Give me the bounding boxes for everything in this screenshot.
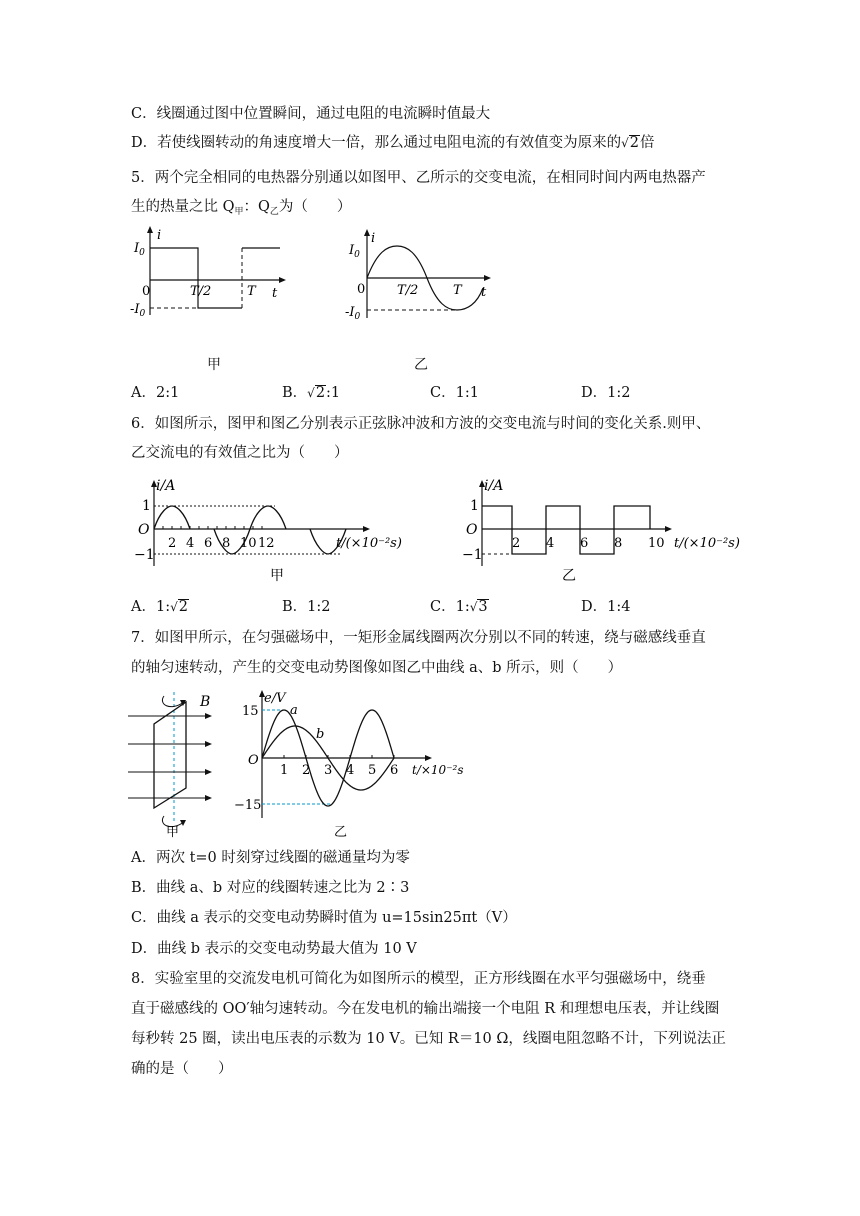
q6-option-d: D．1:4 [581,599,631,615]
q5a-t: t [272,286,278,301]
q6-figure-square [458,474,740,584]
q5b-y-arrow [364,229,370,236]
q5b-i-label: i [371,231,376,246]
q7-figure-coil [126,688,226,838]
q5b-zero: 0 [357,282,366,297]
q6a-xlabel: t/(×10⁻²s) [336,536,402,551]
q6-stem-line2: 乙交流电的有效值之比为（ ） [131,445,349,461]
q6b-ylabel: i/A [484,478,504,494]
prev-option-d-suffix: 倍 [640,135,655,151]
q6a-caption: 甲 [270,568,284,584]
prev-option-c: C．线圈通过图中位置瞬间，通过电阻的电流瞬时值最大 [131,106,491,122]
q8-stem-line3: 每秒转 25 圈，读出电压表的示数为 10 V。已知 R＝10 Ω，线圈电阻忽略不计，下列说法正 [131,1031,726,1047]
q6b-tick-label: 10 [648,536,665,551]
q5-stem-line1: 5．两个完全相同的电热器分别通以如图甲、乙所示的交变电流，在相同时间内两电热器产 [131,170,706,186]
q5a-negI0: $-I_0$ [130,302,146,319]
q6-stem-line1: 6．如图所示，图甲和图乙分别表示正弦脉冲波和方波的交变电流与时间的变化关系.则甲、 [131,416,711,432]
q6a-tick-label: 4 [186,536,195,551]
q6a-origin: O [138,522,150,538]
q7-option-d: D．曲线 b 表示的交变电动势最大值为 10 V [131,941,417,957]
prev-option-d-sqrt: 2 [629,135,640,151]
q6a-ylabel: i/A [156,478,176,494]
q7-figure-emf-graph [232,688,472,840]
q6a-neg-one: −1 [134,547,155,563]
q6a-pulse-1 [154,506,190,529]
q7b-tick-label: 5 [368,763,377,778]
q5a-wave [150,248,242,308]
q7b-tick-label: 6 [390,763,399,778]
q7b-xlabel: t/×10⁻²s [412,763,464,777]
q5b-Thalf: T/2 [397,283,419,298]
q7b-tick-labels [280,763,398,778]
q6b-caption: 乙 [562,568,576,584]
q7a-B-label: B [200,694,211,710]
q6a-x-arrow [363,526,370,532]
q6b-x-arrow [665,526,672,532]
q7-option-a: A．两次 t=0 时刻穿过线圈的磁通量均为零 [131,850,410,866]
q5-figure-square-wave [130,225,300,325]
q5a-x-arrow [279,277,286,283]
q5a-i-label: i [157,228,162,243]
q7a-field-lines [128,713,212,801]
q5a-I0-label: $I_0$ [134,241,145,258]
q7b-label-a: a [290,703,298,718]
q6a-tick-label: 12 [258,536,275,551]
q8-stem-line1: 8．实验室里的交流发电机可简化为如图所示的模型，正方形线圈在水平匀强磁场中，绕垂 [131,971,706,987]
q7b-tick-label: 2 [302,763,311,778]
q5b-I0-label: $I_0$ [349,243,360,260]
q7b-tick-label: 4 [346,763,355,778]
q5-caption-a: 甲 [207,357,221,373]
prev-option-d-text: D．若使线圈转动的角速度增大一倍，那么通过电阻电流的有效值变为原来的 [131,135,622,151]
q7b-tick-label: 1 [280,763,289,778]
q7b-bot: −15 [234,798,262,813]
q6a-tick-labels [168,536,275,551]
q5-option-d: D．1:2 [581,385,631,401]
q6b-origin: O [466,522,478,538]
q7b-label-b: b [316,727,325,742]
q7b-caption: 乙 [334,825,348,840]
q5-caption-b: 乙 [414,357,428,373]
q6b-tick-label: 2 [512,536,521,551]
q6-option-c: C．1:√3 [430,599,488,615]
q5b-x-arrow [484,275,491,281]
q6a-tick-label: 2 [168,536,177,551]
q7a-coil [154,702,186,808]
q5a-y-arrow [147,226,153,233]
q7b-tick-label: 3 [324,763,333,778]
q8-stem-line4: 确的是（ ） [131,1061,233,1077]
q6-option-b: B．1:2 [282,599,331,615]
q5-stem-line2: 生的热量之比 $Q_甲$：$Q_乙$为（ ） [131,199,352,217]
q6a-tick-label: 10 [240,536,257,551]
q5-option-c: C．1:1 [430,385,479,401]
q6b-tick-label: 6 [580,536,589,551]
q6b-wave [482,506,650,554]
q7-stem-line1: 7．如图甲所示，在匀强磁场中，一矩形金属线圈两次分别以不同的转速，绕与磁感线垂直 [131,630,706,646]
q7a-rotation-arrowhead-bot [180,820,186,826]
q7-option-b: B．曲线 a、b 对应的线圈转速之比为 2∶3 [131,880,410,896]
prev-option-d: D．若使线圈转动的角速度增大一倍，那么通过电阻电流的有效值变为原来的√2倍 [131,135,655,151]
q6b-tick-label: 4 [546,536,555,551]
q5b-t: t [481,285,487,300]
q5-option-b: B．√2:1 [282,385,341,401]
q7b-origin: O [248,753,259,768]
q7-stem-line2: 的轴匀速转动，产生的交变电动势图像如图乙中曲线 a、b 所示，则（ ） [131,660,623,676]
q5-figure-sine-wave [343,228,503,328]
q6b-tick-label: 8 [614,536,623,551]
q5a-zero: 0 [142,284,151,299]
q6a-tick-label: 8 [222,536,231,551]
q6b-xlabel: t/(×10⁻²s) [674,536,740,551]
q8-stem-line2: 直于磁感线的 OO′轴匀速转动。今在发电机的输出端接一个电阻 R 和理想电压表，并让线圈 [131,1001,720,1017]
q6b-one: 1 [470,498,479,514]
q6a-tick-label: 6 [204,536,213,551]
q5b-T: T [453,283,462,298]
q5b-sine-pos [367,246,427,278]
q7b-top: 15 [242,704,259,719]
q6-option-a: A．1:√2 [131,599,188,615]
q6a-one: 1 [142,498,151,514]
q7-option-c: C．曲线 a 表示的交变电动势瞬时值为 u=15sin25πt（V） [131,910,517,926]
q5a-T: T [247,284,256,299]
q6-figure-sine-pulse [130,474,420,582]
q6b-tick-labels [512,536,665,551]
q5-option-a: A．2:1 [131,385,180,401]
q7b-ylabel: e/V [264,691,286,706]
q5b-negI0: $-I_0$ [345,305,361,322]
q6b-neg-one: −1 [462,547,483,563]
q7a-caption: 甲 [166,825,180,840]
q7b-x-arrow [425,755,432,761]
q5a-Thalf: T/2 [190,284,212,299]
